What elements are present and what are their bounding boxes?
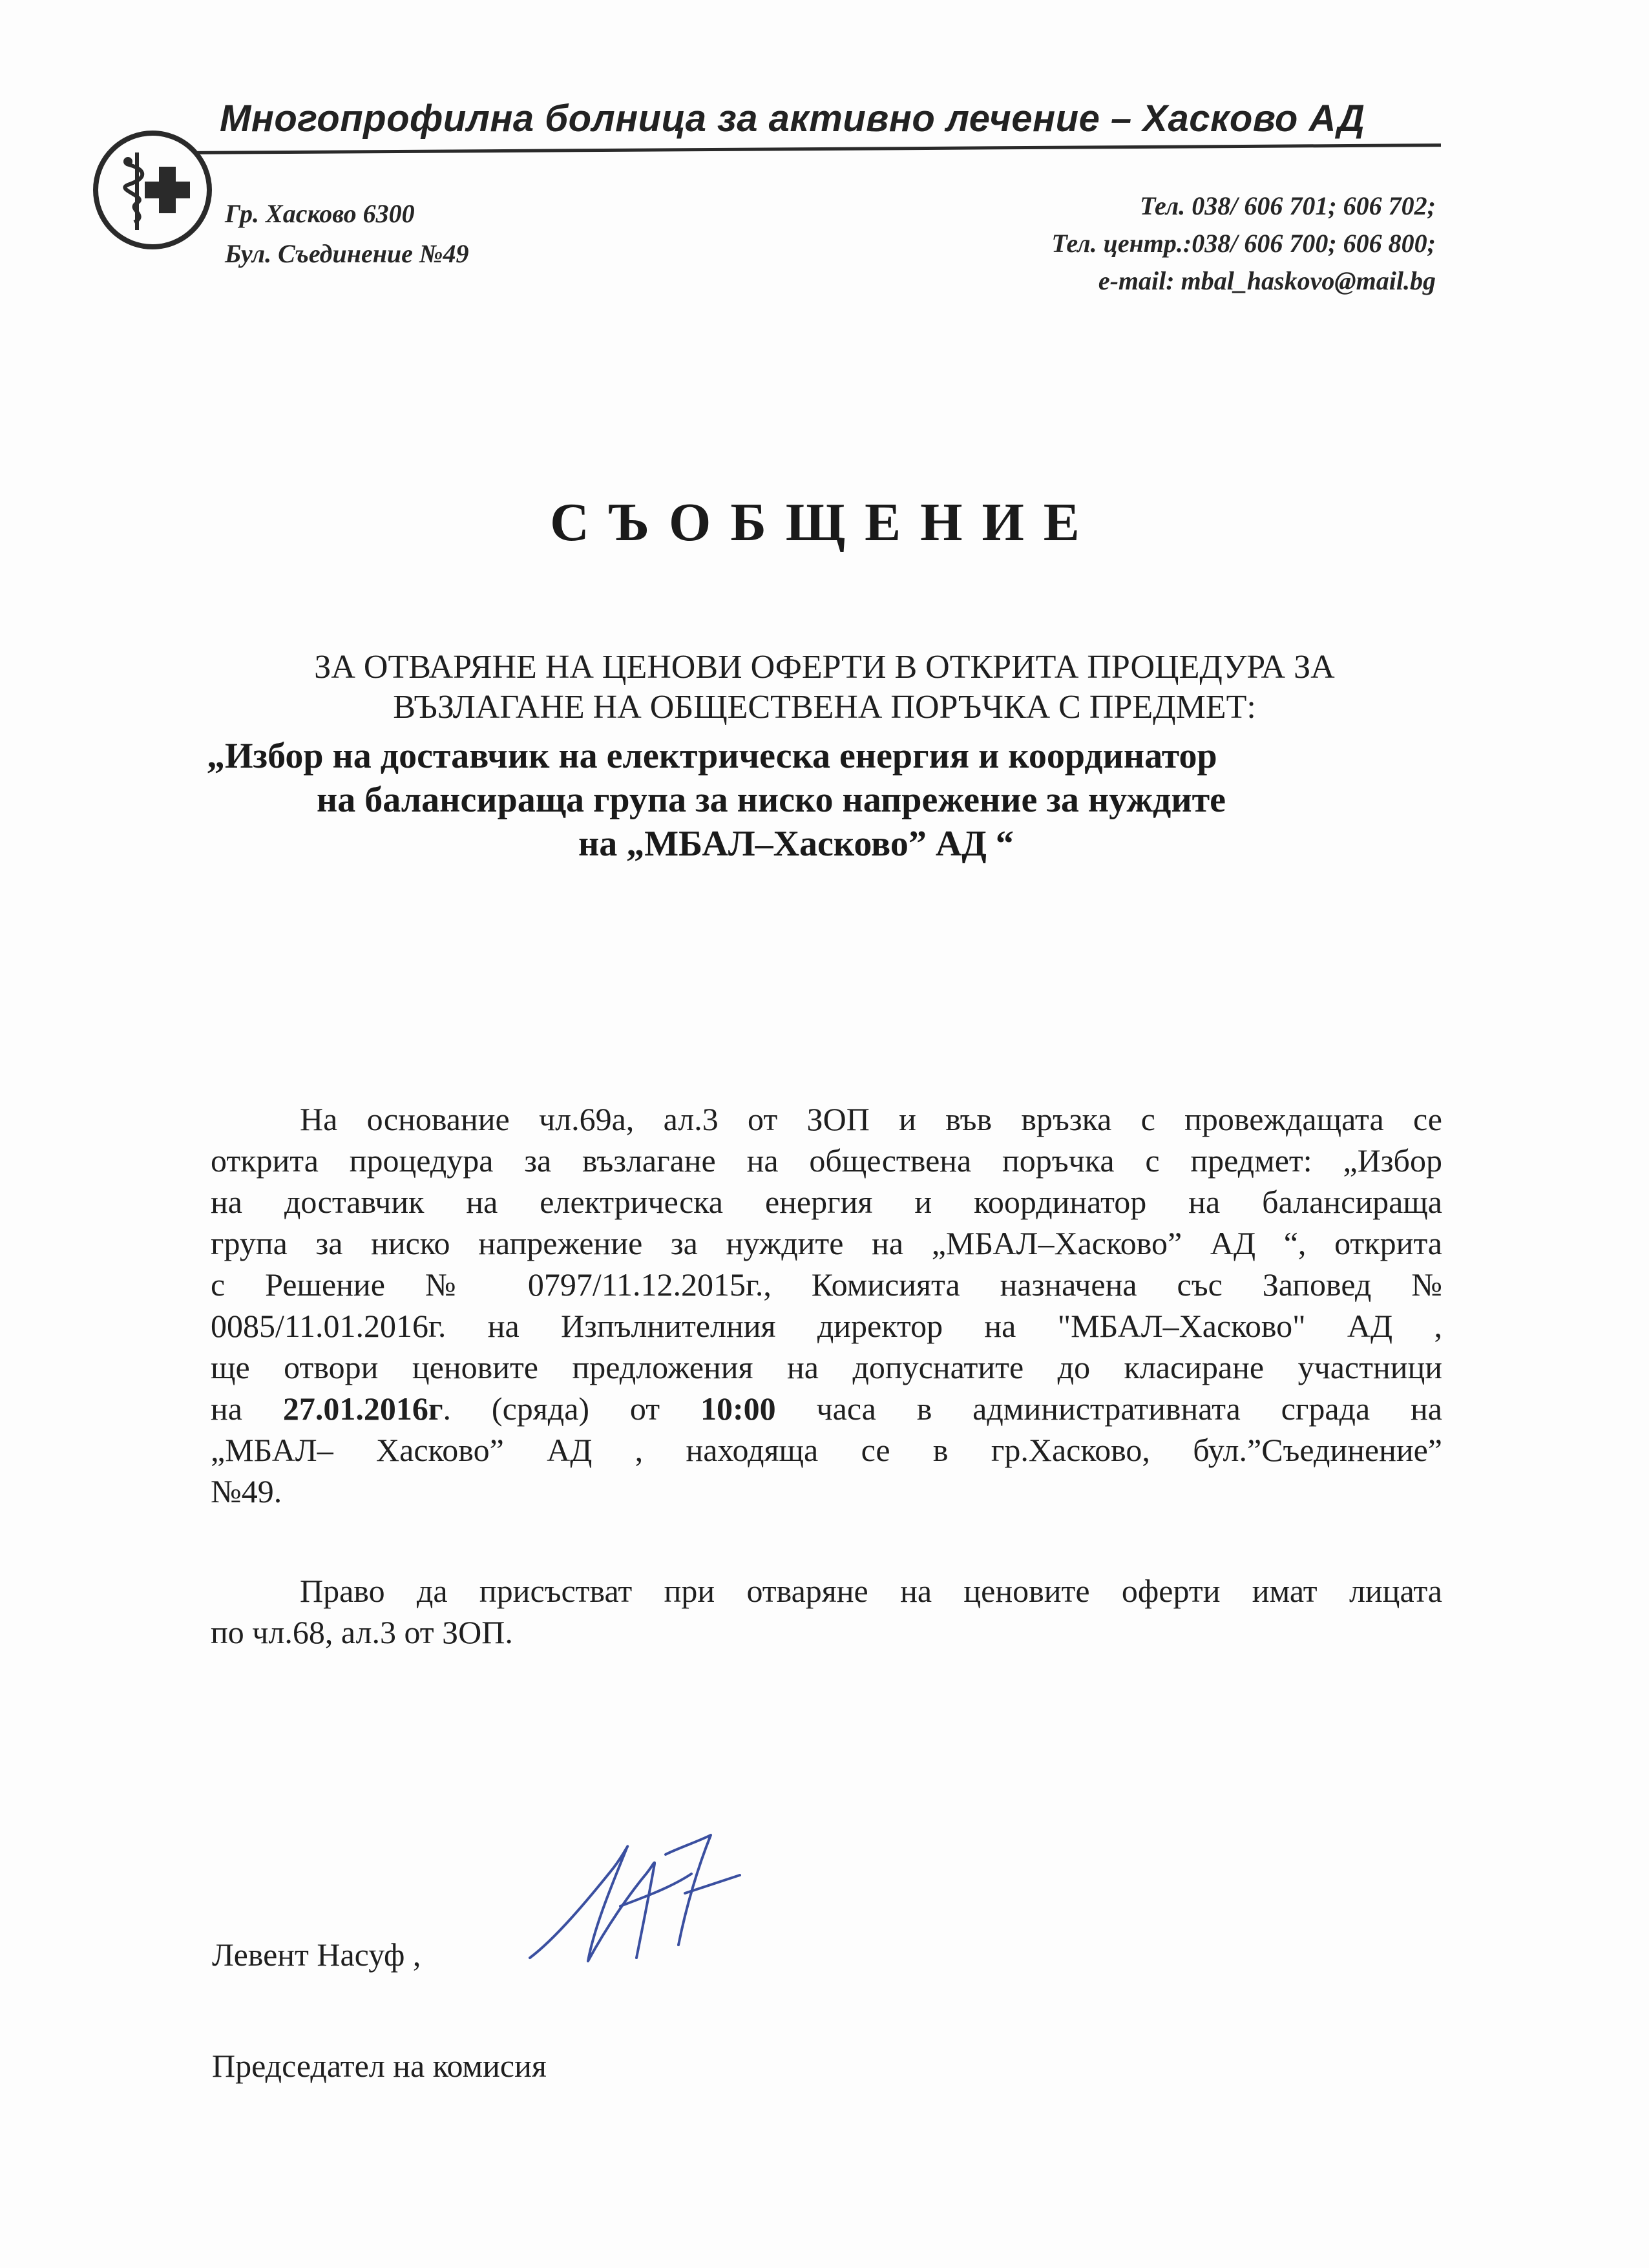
handwritten-signature-icon	[517, 1829, 750, 1977]
caduceus-cross-logo-icon	[89, 127, 216, 253]
paragraph-line: №49.	[211, 1473, 282, 1509]
body-paragraph-attendance	[211, 1570, 1442, 1653]
signer-name: Левент Насуф ,	[212, 1937, 421, 1973]
opening-date: 27.01.2016г	[282, 1391, 443, 1427]
document-subtitle	[0, 647, 1649, 728]
paragraph-line: Право да присъстват при отваряне на ценовите оферти имат лицата	[300, 1573, 1442, 1609]
phone-line: Тел. 038/ 606 701; 606 702;	[1139, 191, 1436, 220]
address-city: Гр. Хасково 6300	[225, 199, 415, 228]
paragraph-line: група за ниско напрежение за нуждите на „МБАЛ–Хасково” АД “, открита	[211, 1225, 1442, 1261]
address-block	[225, 194, 469, 274]
text-fragment: часа в административната сграда на	[775, 1391, 1442, 1427]
subject-line: на „МБАЛ–Хасково” АД “	[578, 824, 1014, 864]
email-line: e-mail: mbal_haskovo@mail.bg	[1098, 266, 1436, 295]
paragraph-line: по чл.68, ал.3 от ЗОП.	[211, 1614, 513, 1650]
body-paragraph-notice	[211, 1098, 1442, 1512]
signer-role: Председател на комисия	[212, 2048, 547, 2084]
subject-line: на балансираща група за ниско напрежение за нуждите	[317, 780, 1226, 820]
paragraph-line: с Решение № 0797/11.12.2015г., Комисията назначена със Заповед №	[211, 1266, 1442, 1303]
paragraph-line: На основание чл.69а, ал.3 от ЗОП и във връзка с провеждащата се	[300, 1101, 1442, 1137]
opening-time: 10:00	[700, 1391, 776, 1427]
document-title: СЪОБЩЕНИЕ	[550, 492, 1099, 552]
text-fragment: . (сряда) от	[443, 1391, 700, 1427]
address-street: Бул. Съединение №49	[225, 239, 469, 268]
paragraph-line: „МБАЛ– Хасково” АД , находяща се в гр.Хасково, бул.”Съединение”	[211, 1432, 1442, 1468]
subtitle-line: ВЪЗЛАГАНЕ НА ОБЩЕСТВЕНА ПОРЪЧКА С ПРЕДМЕТ:	[393, 689, 1256, 726]
header-divider	[194, 143, 1441, 154]
paragraph-line-date	[211, 1388, 1442, 1429]
subject-line: „Избор на доставчик на електрическа енергия и координатор	[207, 736, 1217, 776]
subtitle-line: ЗА ОТВАРЯНЕ НА ЦЕНОВИ ОФЕРТИ В ОТКРИТА ПРОЦЕДУРА ЗА	[314, 649, 1335, 686]
text-fragment: на	[211, 1391, 283, 1427]
paragraph-line: ще отвори ценовите предложения на допуснатите до класиране участници	[211, 1349, 1442, 1385]
central-phone-line: Тел. центр.:038/ 606 700; 606 800;	[1051, 229, 1436, 258]
procurement-subject	[194, 734, 1460, 866]
paragraph-line: 0085/11.01.2016г. на Изпълнителния директор на "МБАЛ–Хасково" АД ,	[211, 1308, 1442, 1344]
contact-block	[1051, 187, 1436, 300]
paragraph-line: открита процедура за възлагане на обществена поръчка с предмет: „Избор	[211, 1142, 1442, 1179]
paragraph-line: на доставчик на електрическа енергия и координатор на балансираща	[211, 1184, 1442, 1220]
organization-name: Многопрофилна болница за активно лечение – Хасково АД	[220, 98, 1365, 140]
